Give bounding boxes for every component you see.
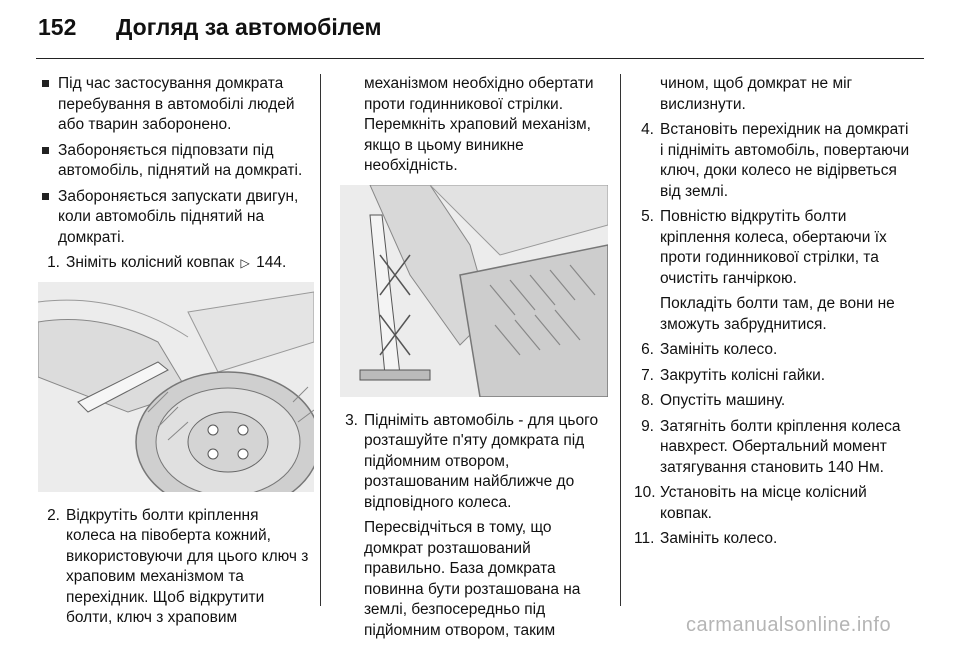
jack-drawing <box>340 185 608 397</box>
step-text: Опустіть машину. <box>660 392 786 409</box>
step-text: Встановіть перехідник на домкраті і підніміть автомобіль, повертаючи ключ, доки колесо не відірветься від землі. <box>660 121 910 200</box>
column-divider-2 <box>620 74 621 606</box>
step-number: 9. <box>641 417 654 435</box>
step-number: 5. <box>641 208 654 225</box>
column-divider-1 <box>320 74 321 606</box>
step-2 <box>40 506 310 629</box>
warning-bullet-2: Забороняється підповзати під автомобіль, піднятий на домкраті. <box>40 141 310 182</box>
page-number: 152 <box>38 14 77 40</box>
step-number: 11. <box>634 530 655 547</box>
step-number: 4. <box>641 121 654 138</box>
wheel-drawing <box>38 282 314 492</box>
step-5 <box>634 207 912 289</box>
warning-bullet-1: Під час застосування домкрата перебування в автомобілі людей або тварин заборонено. <box>40 74 310 136</box>
step-text: Установіть на місце колісний ковпак. <box>660 484 867 522</box>
step-text: Закрутіть колісні гайки. <box>660 366 826 384</box>
step-text: Замініть колесо. <box>660 341 778 358</box>
step-3-continued: чином, щоб домкрат не міг вислизнути. <box>660 75 853 113</box>
step-number: 3. <box>345 411 358 429</box>
step-9 <box>634 417 912 479</box>
step-3-note: Пересвідчіться в тому, що домкрат розташований правильно. База домкрата повинна бути розташована на землі, безпосередньо під підйомним отвором, таким <box>364 519 581 639</box>
step-text: Підніміть автомобіль - для цього розташуйте п'яту домкрата під підйомним отвором, розташованим найближче до відповідного колеса. <box>364 411 599 511</box>
watermark: carmanualsonline.info <box>686 614 892 636</box>
step-3 <box>338 411 610 514</box>
step-1 <box>40 253 310 274</box>
step-number: 6. <box>641 341 654 358</box>
step-number: 2. <box>47 506 60 524</box>
step-4 <box>634 120 912 202</box>
step-11 <box>634 529 912 550</box>
jack-positioning-illustration <box>340 185 608 397</box>
page-reference-link[interactable]: 144. <box>256 254 287 271</box>
step-number: 7. <box>641 366 654 384</box>
step-8 <box>634 391 912 412</box>
step-10 <box>634 483 912 524</box>
step-6 <box>634 340 912 361</box>
step-number: 1. <box>47 254 60 271</box>
step-number: 10. <box>634 484 656 501</box>
step-text: Відкрутіть болти кріплення колеса на півоберта кожний, використовуючи для цього ключ з храповим механізмом та перехідник. Щоб відкрутити болти, ключ з храповим <box>66 506 309 626</box>
column-2 <box>338 74 610 646</box>
page-header <box>0 0 960 62</box>
step-text: Повністю відкрутіть болти кріплення колеса, обертаючи їх проти годинникової стрілки, та очистіть ганчіркою. <box>660 208 887 287</box>
warning-bullet-3: Забороняється запускати двигун, коли автомобіль піднятий на домкраті. <box>40 187 310 249</box>
step-text: Замініть колесо. <box>660 530 778 547</box>
triangle-right-outline-icon: ▷ <box>240 256 250 270</box>
wheel-bolts-illustration <box>38 282 314 492</box>
step-text: Зніміть колісний ковпак <box>66 254 235 271</box>
step-number: 8. <box>641 392 654 409</box>
column-3 <box>634 74 912 555</box>
step-text: Затягніть болти кріплення колеса навхрест. Обертальний момент затягування становить 140 Нм. <box>660 417 901 476</box>
step-2-continued: механізмом необхідно обертати проти годинникової стрілки. Перемкніть храповий механізм, якщо в цьому виникне необхідність. <box>364 75 594 174</box>
header-divider <box>36 58 924 59</box>
step-5-note: Покладіть болти там, де вони не зможуть забруднитися. <box>660 295 895 333</box>
step-7 <box>634 366 912 387</box>
column-1 <box>40 74 310 634</box>
page-title: Догляд за автомобілем <box>116 14 382 40</box>
